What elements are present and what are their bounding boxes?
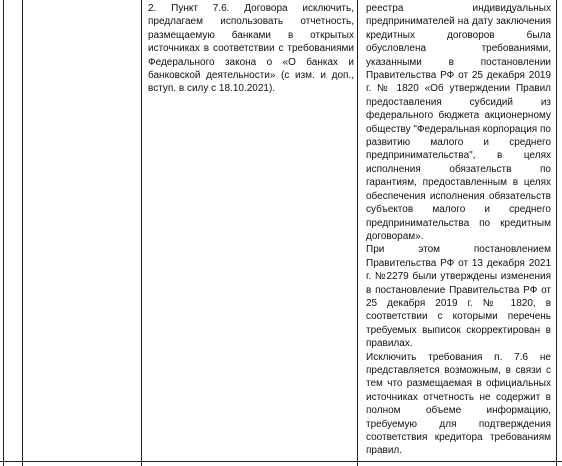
answer-paragraph-2: При этом постановлением Правительства РФ от 13 декабря 2021 г. №2279 были утверждены изменения в постановление Правительства РФ от 25 декабря 2019 г. № 1820, в соответствии с которыми перечень требуемых выписок скорректирован в правилах. (366, 244, 551, 350)
proposal-cell (144, 0, 357, 96)
column-border-5 (556, 0, 557, 466)
column-border-1 (3, 0, 4, 466)
answer-paragraph-1: реестра индивидуальных предпринимателей на дату заключения кредитных договоров была обусловлена требованиями, указанными в постановлении Правительства РФ от 25 декабря 2019 г. № 1820 «Об утверждении Правил предоставления субсидий из федерального бюджета акционерному обществу "Федеральная корпорация по развитию малого и среднего предпринимательства", в целях исполнения обязательств по гарантиям, предоставленным в целях обеспечения исполнения обязательств субъектов малого и среднего предпринимательства по кредитным договорам». (366, 3, 551, 242)
column-border-3 (141, 0, 142, 466)
row-border-bottom (0, 461, 562, 462)
answer-paragraph-3: Исключить требования п. 7.6 не представляется возможным, в связи с тем что размещаемая в официальных источниках отчетность не содержит в полном объеме информацию, требуемую для подтверждения соответствия кредитора требованиям правил. (366, 351, 551, 457)
answer-cell (359, 0, 554, 458)
column-border-2 (22, 0, 23, 466)
proposal-text: 2. Пункт 7.6. Договора исключить, предлагаем использовать отчетность, размещаемую банками в открытых источниках в соответствии с требованиями Федерального закона о «О банках и банковской деятельности» (с изм. и доп., вступ. в силу с 18.10.2021). (148, 3, 354, 95)
column-border-4 (357, 0, 358, 466)
